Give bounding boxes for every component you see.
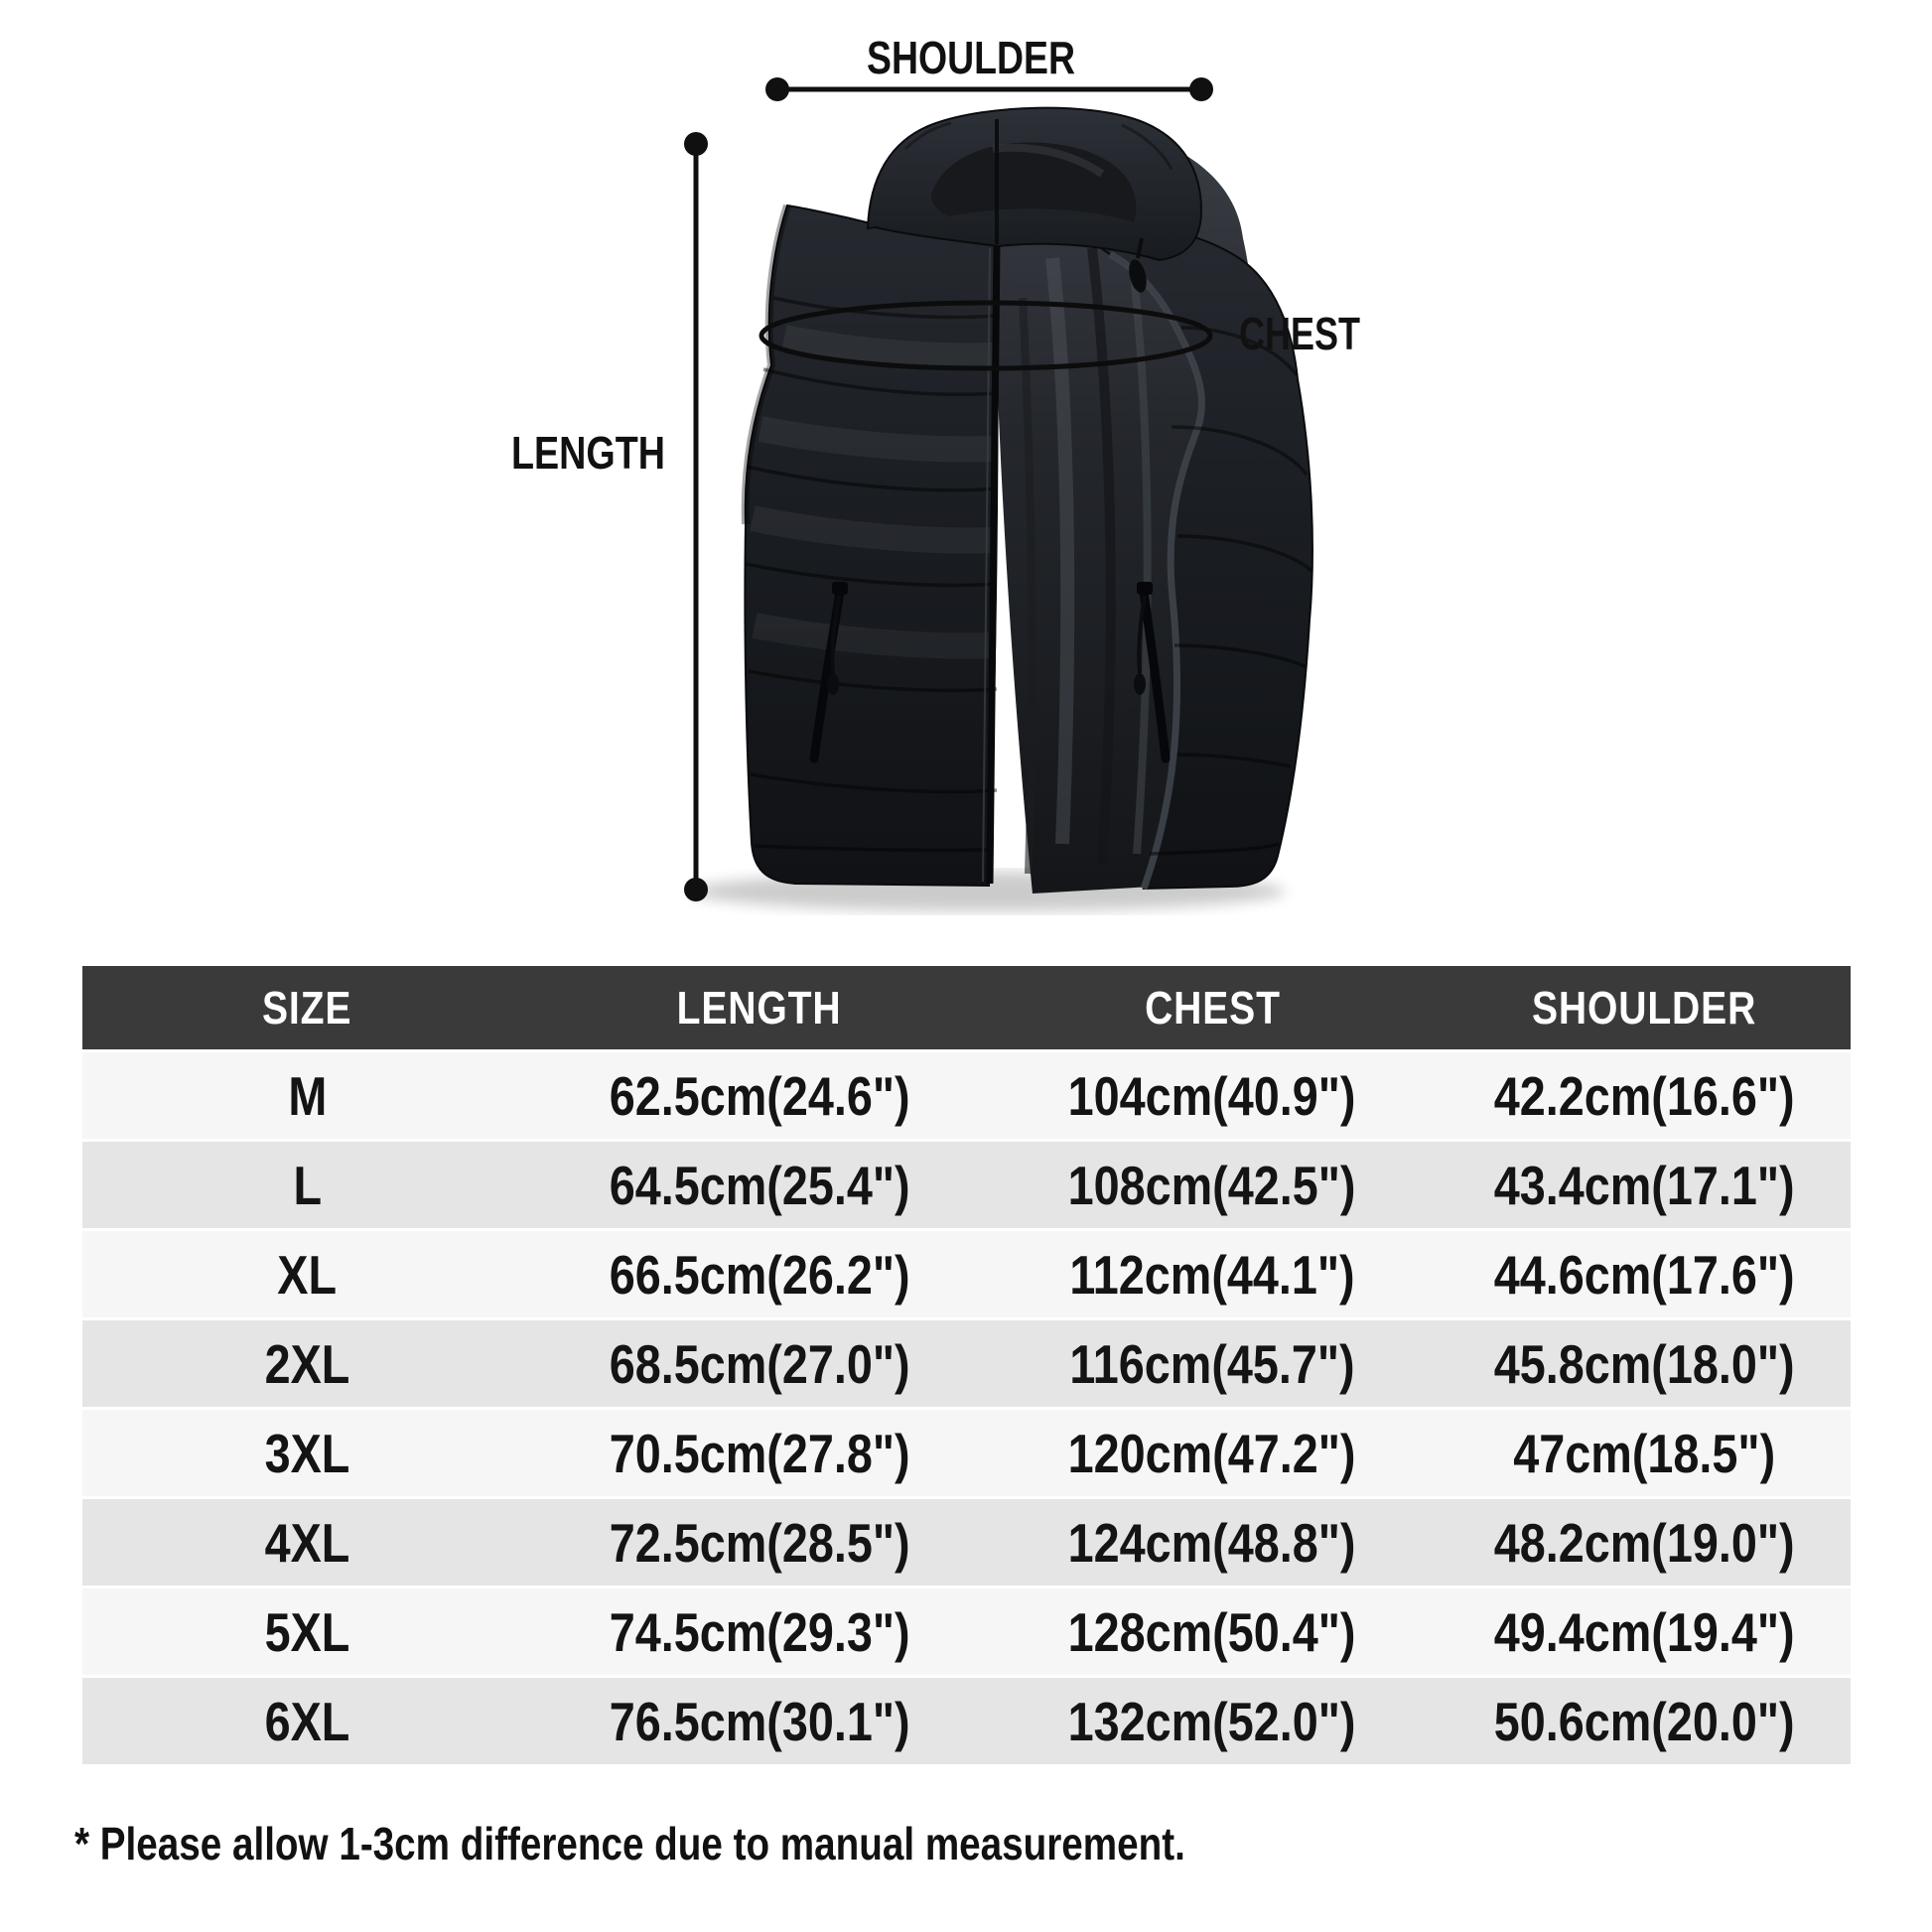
table-row-6xl (82, 1677, 1851, 1765)
cell-value: 45.8cm(18.0") (1493, 1332, 1795, 1395)
cell-value: L (293, 1154, 322, 1216)
cell-value: 48.2cm(19.0") (1493, 1511, 1795, 1574)
cell-value: 124cm(48.8") (1068, 1511, 1356, 1574)
size-cell (82, 1677, 532, 1765)
cell-value: 112cm(44.1") (1069, 1243, 1355, 1306)
chest-cell (987, 1230, 1438, 1319)
length-cell (532, 1230, 987, 1319)
shoulder-cell (1438, 1498, 1851, 1587)
chest-cell (987, 1051, 1438, 1141)
table-row-l (82, 1141, 1851, 1230)
length-measure-line (684, 132, 708, 901)
cell-value: XL (277, 1243, 338, 1306)
cell-value: 104cm(40.9") (1068, 1064, 1356, 1127)
cell-value: 4XL (264, 1511, 350, 1574)
cell-value: 76.5cm(30.1") (609, 1690, 910, 1752)
table-row-4xl (82, 1498, 1851, 1587)
length-cell (532, 1498, 987, 1587)
size-table (82, 966, 1851, 1764)
cell-value: 49.4cm(19.4") (1493, 1600, 1795, 1663)
shoulder-cell (1438, 1141, 1851, 1230)
cell-value: 116cm(45.7") (1069, 1332, 1355, 1395)
cell-value: 120cm(47.2") (1068, 1422, 1356, 1484)
shoulder-cell (1438, 1230, 1851, 1319)
puffer-vest-illustration (690, 108, 1312, 911)
cell-value: 2XL (264, 1332, 350, 1395)
shoulder-cell (1438, 1051, 1851, 1141)
length-cell (532, 1677, 987, 1765)
cell-value: 47cm(18.5") (1513, 1422, 1775, 1484)
length-cell (532, 1141, 987, 1230)
size-cell (82, 1141, 532, 1230)
chest-cell (987, 1319, 1438, 1409)
size-table-header (82, 966, 1851, 1051)
cell-value: 62.5cm(24.6") (609, 1064, 910, 1127)
header-row (82, 966, 1851, 1051)
length-label: LENGTH (511, 427, 665, 479)
length-cell (532, 1319, 987, 1409)
cell-value: 50.6cm(20.0") (1493, 1690, 1795, 1752)
cell-value: 74.5cm(29.3") (609, 1600, 910, 1663)
shoulder-cell (1438, 1587, 1851, 1677)
size-cell (82, 1587, 532, 1677)
size-cell (82, 1498, 532, 1587)
length-cell (532, 1409, 987, 1498)
length-cell (532, 1051, 987, 1141)
shoulder-cell (1438, 1409, 1851, 1498)
cell-value: 132cm(52.0") (1068, 1690, 1356, 1752)
col-header-size (82, 966, 532, 1051)
chest-cell (987, 1587, 1438, 1677)
size-cell (82, 1319, 532, 1409)
shoulder-label: SHOULDER (867, 32, 1075, 83)
cell-value: 3XL (264, 1422, 350, 1484)
cell-value: 64.5cm(25.4") (609, 1154, 910, 1216)
cell-value: 128cm(50.4") (1068, 1600, 1356, 1663)
measurement-disclaimer (74, 1817, 1397, 1870)
col-header-chest (987, 966, 1438, 1051)
cell-value: 68.5cm(27.0") (609, 1332, 910, 1395)
cell-value: 5XL (264, 1600, 350, 1663)
shoulder-cell (1438, 1319, 1851, 1409)
cell-value: 70.5cm(27.8") (609, 1422, 910, 1484)
cell-value: 42.2cm(16.6") (1493, 1064, 1795, 1127)
chest-cell (987, 1498, 1438, 1587)
col-header-length (532, 966, 987, 1051)
chest-cell (987, 1141, 1438, 1230)
col-header-label: SHOULDER (1531, 982, 1757, 1034)
chest-cell (987, 1677, 1438, 1765)
table-row-xl (82, 1230, 1851, 1319)
length-cell (532, 1587, 987, 1677)
cell-value: 43.4cm(17.1") (1493, 1154, 1795, 1216)
chest-cell (987, 1409, 1438, 1498)
table-row-5xl (82, 1587, 1851, 1677)
col-header-shoulder (1438, 966, 1851, 1051)
cell-value: 44.6cm(17.6") (1493, 1243, 1795, 1306)
shoulder-cell (1438, 1677, 1851, 1765)
size-cell (82, 1230, 532, 1319)
col-header-label: LENGTH (677, 982, 842, 1034)
table-row-3xl (82, 1409, 1851, 1498)
cell-value: M (288, 1064, 327, 1127)
cell-value: 72.5cm(28.5") (609, 1511, 910, 1574)
cell-value: 66.5cm(26.2") (609, 1243, 910, 1306)
size-cell (82, 1051, 532, 1141)
size-cell (82, 1409, 532, 1498)
measurement-disclaimer-text: * Please allow 1-3cm difference due to manual measurement. (74, 1818, 1185, 1869)
cell-value: 6XL (264, 1690, 350, 1752)
chest-label: CHEST (1239, 308, 1360, 359)
table-row-2xl (82, 1319, 1851, 1409)
cell-value: 108cm(42.5") (1068, 1154, 1356, 1216)
col-header-label: SIZE (262, 982, 352, 1034)
col-header-label: CHEST (1144, 982, 1281, 1034)
table-row-m (82, 1051, 1851, 1141)
